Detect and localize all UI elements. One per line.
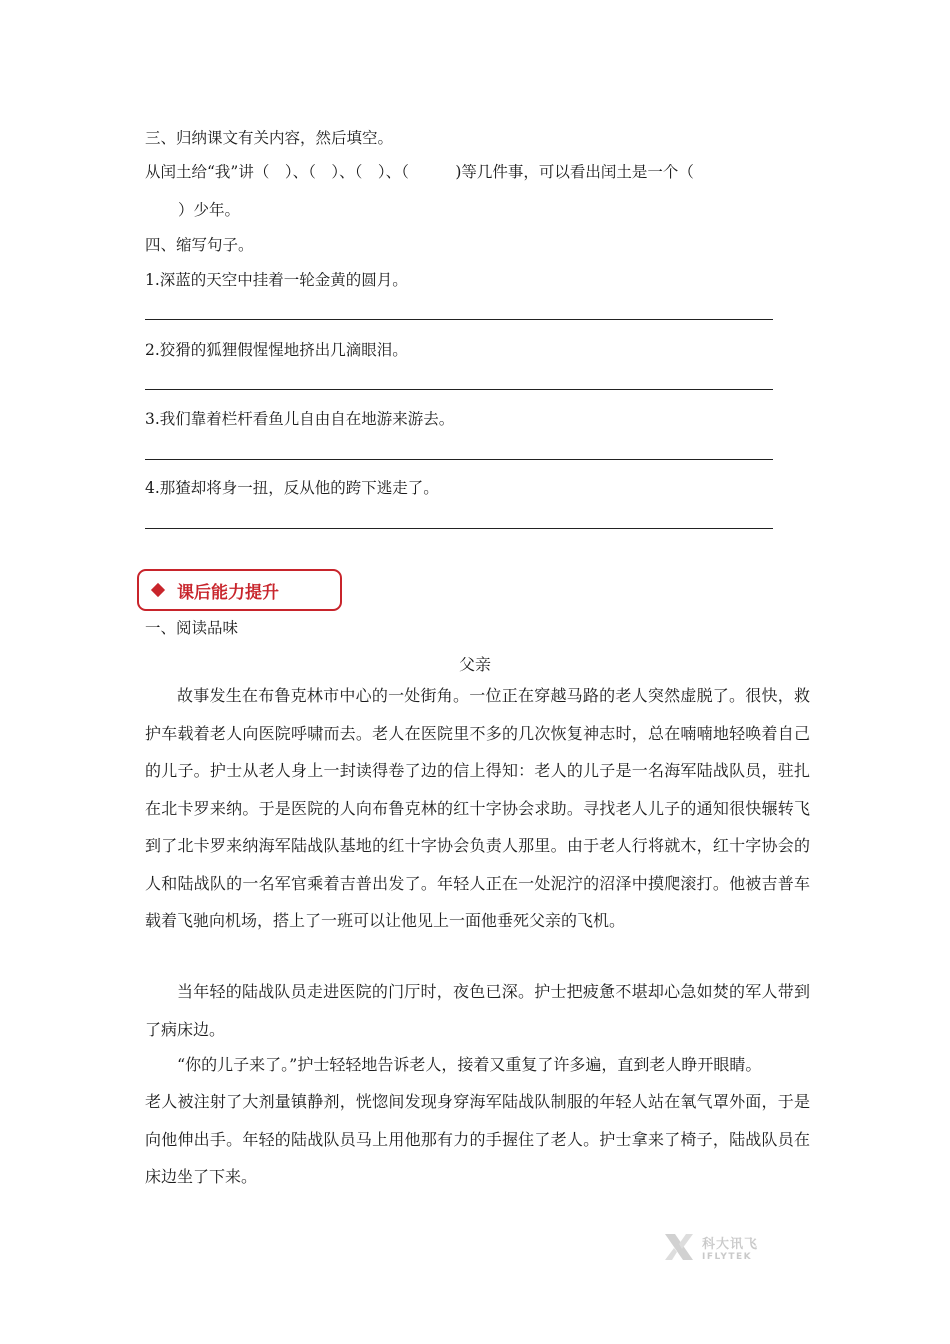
logo-x-icon: [662, 1230, 696, 1264]
exercise3-fill-line2: ）少年。: [178, 201, 241, 219]
logo-text-cn: 科大讯飞: [702, 1236, 759, 1252]
story-paragraph: 当年轻的陆战队员走进医院的门厅时，夜色已深。护士把疲惫不堪却心急如焚的军人带到了病床边。: [145, 982, 810, 1039]
exercise3-heading: 三、归纳课文有关内容，然后填空。: [145, 129, 394, 147]
sentence-item: 4.那猹却将身一扭，反从他的跨下逃走了。: [145, 479, 439, 497]
answer-line[interactable]: [145, 319, 773, 320]
reading-subheading: 一、阅读品味: [145, 619, 239, 637]
sentence-item: 2.狡猾的狐狸假惺惺地挤出几滴眼泪。: [145, 341, 408, 359]
exercise4-heading: 四、缩写句子。: [145, 236, 254, 254]
story-title: 父亲: [458, 655, 491, 674]
sentence-item: 1.深蓝的天空中挂着一轮金黄的圆月。: [145, 271, 408, 289]
section-title: 课后能力提升: [177, 582, 279, 603]
logo-text-en: IFLYTEK: [702, 1251, 753, 1262]
story-paragraph: “你的儿子来了。”护士轻轻地告诉老人，接着又重复了许多遍，直到老人睁开眼睛。: [177, 1055, 762, 1074]
section-header-box: [137, 569, 342, 611]
story-paragraph: 老人被注射了大剂量镇静剂，恍惚间发现身穿海军陆战队制服的年轻人站在氧气罩外面，于是向他伸出手。年轻的陆战队员马上用他那有力的手握住了老人。护士拿来了椅子，陆战队员在床边坐了下来。: [145, 1092, 810, 1186]
answer-line[interactable]: [145, 389, 773, 390]
exercise3-fill-line1: 从闰土给“我”讲（ ）、（ ）、（ ）、（ )等几件事，可以看出闰土是一个（: [145, 163, 694, 181]
story-paragraph: 故事发生在布鲁克林市中心的一处街角。一位正在穿越马路的老人突然虚脱了。很快，救护车载着老人向医院呼啸而去。老人在医院里不多的几次恢复神志时，总在喃喃地轻唤着自己的儿子。护士从老人身上一封读得卷了边的信上得知：老人的儿子是一名海军陆战队员，驻扎在北卡罗来纳。于是医院的人向布鲁克林的红十字协会求助。寻找老人儿子的通知很快辗转飞到了北卡罗来纳海军陆战队基地的红十字协会负责人那里。由于老人行将就木，红十字协会的人和陆战队的一名军官乘着吉普出发了。年轻人正在一处泥泞的沼泽中摸爬滚打。他被吉普车载着飞驰向机场，搭上了一班可以让他见上一面他垂死父亲的飞机。: [145, 686, 810, 930]
diamond-icon: [151, 583, 165, 597]
iflytek-logo: [662, 1227, 774, 1267]
answer-line[interactable]: [145, 459, 773, 460]
answer-line[interactable]: [145, 528, 773, 529]
sentence-item: 3.我们靠着栏杆看鱼儿自由自在地游来游去。: [145, 410, 455, 428]
